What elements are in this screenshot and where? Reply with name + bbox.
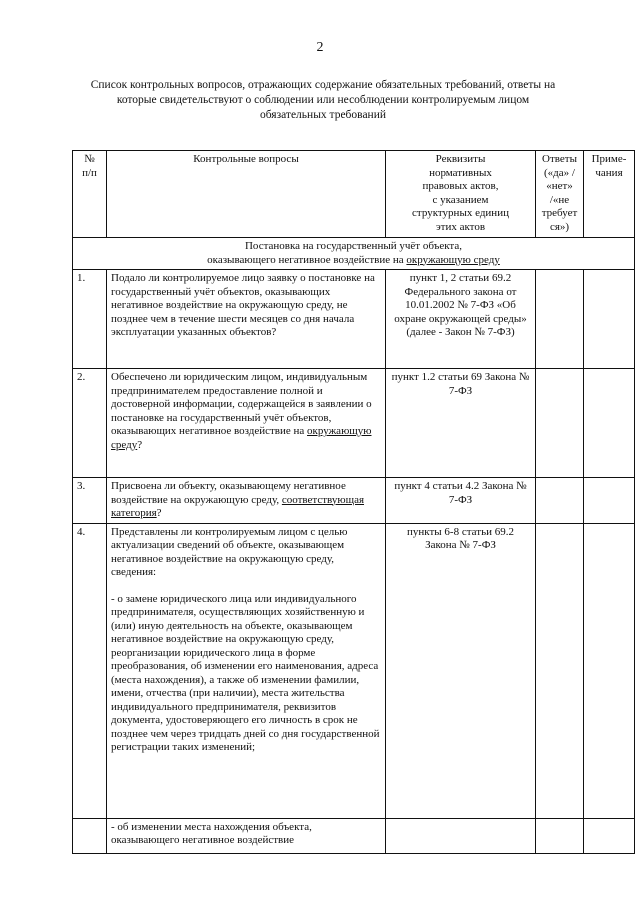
section-heading: Постановка на государственный учёт объекта, оказывающего негативное воздействие на окружающую среду [73, 238, 635, 270]
table-row [73, 270, 635, 369]
row-reference: пункты 6-8 статьи 69.2 Закона № 7-ФЗ [386, 523, 536, 818]
row-num: 4. [73, 523, 107, 818]
header-num: № п/п [73, 151, 107, 238]
row-notes-cell[interactable] [584, 369, 635, 478]
row-answer-cell[interactable] [536, 369, 584, 478]
row-notes-cell[interactable] [584, 818, 635, 853]
table-row [73, 369, 635, 478]
row-answer-cell[interactable] [536, 270, 584, 369]
table-row-continuation [73, 818, 635, 853]
row-num: 1. [73, 270, 107, 369]
table-row [73, 478, 635, 524]
row-notes-cell[interactable] [584, 478, 635, 524]
row-question: Подало ли контролируемое лицо заявку о постановке на государственный учёт объектов, оказывающих негативное воздействие на окружающую среду, не позднее чем в течение шести месяцев со дня начала эксплуатации указанных объектов? [107, 270, 386, 369]
row-question: Обеспечено ли юридическим лицом, индивидуальным предпринимателем предоставление полной и достоверной информации, содержащейся в заявлении о постановке на государственный учёт объектов, оказывающих негативное воздействие на окружающую среду? [107, 369, 386, 478]
checklist-table [72, 150, 635, 854]
table-header-row [73, 151, 635, 238]
row-question [107, 523, 386, 818]
document-title: Список контрольных вопросов, отражающих содержание обязательных требований, ответы на которые свидетельствуют о соблюдении или несоблюдении контролируемым лицом обязательных требований [90, 79, 556, 121]
header-notes: Приме- чания [584, 151, 635, 238]
row-answer-cell[interactable] [536, 523, 584, 818]
row-notes-cell[interactable] [584, 270, 635, 369]
question-intro: Представлены ли контролируемым лицом с целью актуализации сведений об объекте, оказывающем негативное воздействие на окружающую среду, сведения: [111, 525, 348, 578]
page-number: 2 [316, 40, 324, 55]
row-reference: пункт 1.2 статьи 69 Закона № 7-ФЗ [386, 369, 536, 478]
row-num: 2. [73, 369, 107, 478]
header-answers: Ответы («да» / «нет» /«не требует ся») [536, 151, 584, 238]
header-question: Контрольные вопросы [107, 151, 386, 238]
row-question: Присвоена ли объекту, оказывающему негативное воздействие на окружающую среду, соответствующая категория? [107, 478, 386, 524]
header-reference: Реквизиты нормативных правовых актов, с указанием структурных единиц этих актов [386, 151, 536, 238]
section-heading-row [73, 238, 635, 270]
row-reference: пункт 1, 2 статьи 69.2 Федерального закона от 10.01.2002 № 7-ФЗ «Об охране окружающей среды» (далее - Закон № 7-ФЗ) [386, 270, 536, 369]
row-reference: пункт 4 статьи 4.2 Закона № 7-ФЗ [386, 478, 536, 524]
table-row [73, 523, 635, 818]
row-answer-cell[interactable] [536, 478, 584, 524]
row-question: - об изменении места нахождения объекта, оказывающего негативное воздействие [107, 818, 386, 853]
row-reference-empty [386, 818, 536, 853]
row-num-empty [73, 818, 107, 853]
row-answer-cell[interactable] [536, 818, 584, 853]
row-num: 3. [73, 478, 107, 524]
row-notes-cell[interactable] [584, 523, 635, 818]
question-item: - о замене юридического лица или индивидуального предпринимателя, осуществляющих хозяйственную и (или) иную деятельность на объекте, оказывающем негативное воздействие на окружающую среду, реорганизации юридического лица в форме преобразования, об изменении его наименования, адреса (места нахождения), а также об изменении фамилии, имени, отчества (при наличии), места жительства индивидуального предпринимателя, реквизитов документа, удостоверяющего его личность в срок не позднее чем через тридцать дней со дня государственной регистрации таких изменений; [111, 592, 380, 753]
